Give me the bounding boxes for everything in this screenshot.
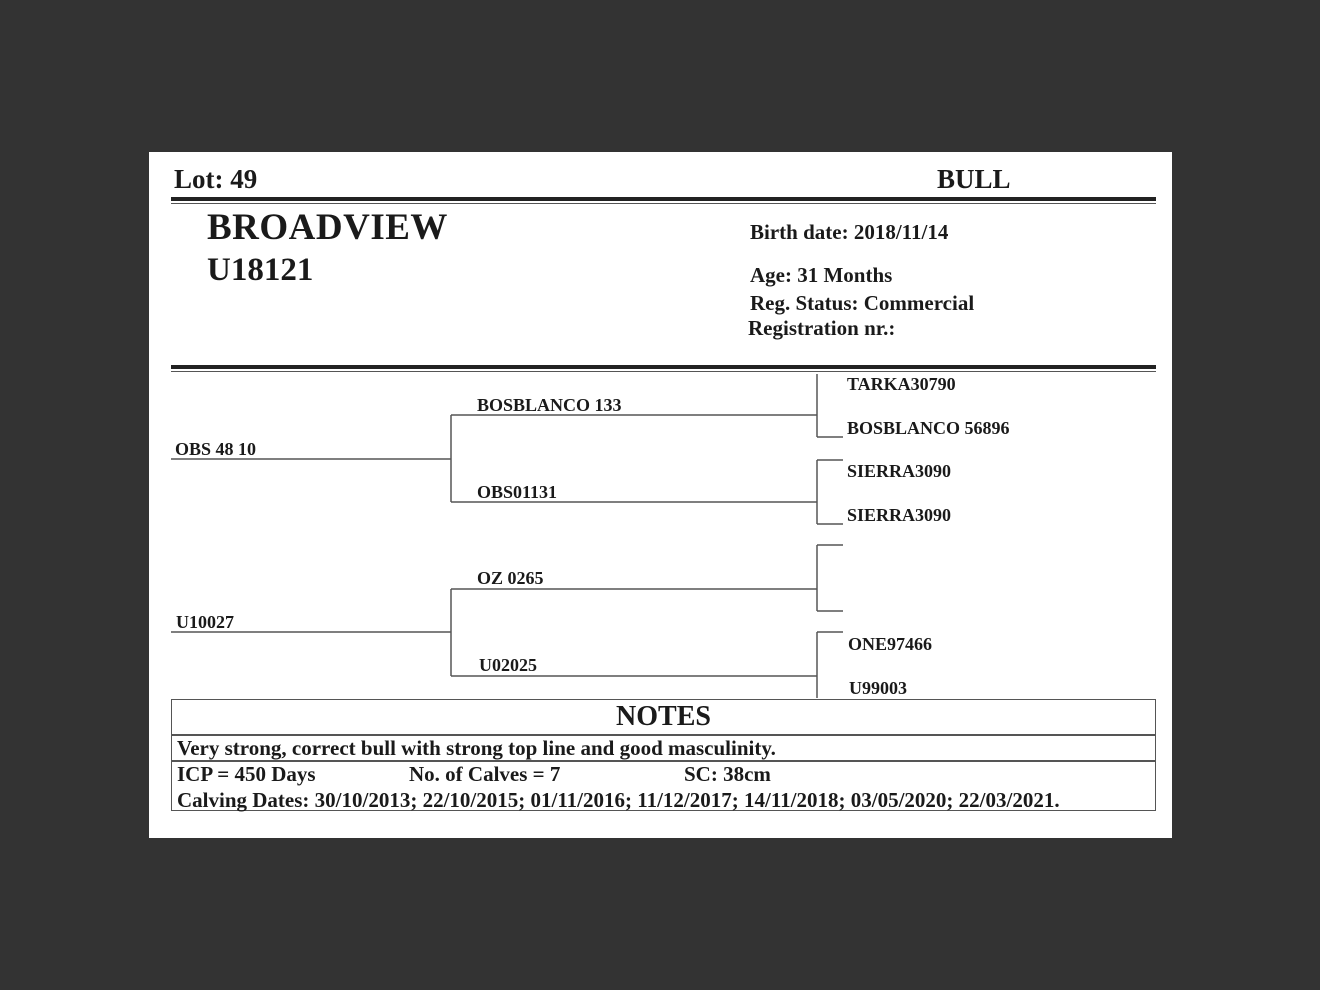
sire-dam-label: OBS01131 [477, 482, 558, 502]
notes-calves: No. of Calves = 7 [409, 762, 561, 786]
ggp-label-3: SIERRA3090 [847, 461, 952, 481]
pedigree-tree-lines [149, 152, 1172, 712]
notes-icp: ICP = 450 Days [177, 762, 316, 786]
dam-sire-label: OZ 0265 [477, 568, 544, 588]
reg-status: Reg. Status: Commercial [750, 291, 975, 315]
animal-id: U18121 [207, 252, 314, 288]
sire-label: OBS 48 10 [175, 439, 257, 459]
ggp-label-8: U99003 [849, 678, 907, 698]
animal-sex: BULL [937, 164, 1011, 194]
notes-description: Very strong, correct bull with strong top line and good masculinity. [177, 736, 776, 760]
lot-card [149, 152, 1172, 838]
animal-name: BROADVIEW [207, 207, 448, 248]
ggp-label-2: BOSBLANCO 56896 [847, 418, 1010, 438]
registration-number: Registration nr.: [748, 316, 896, 340]
notes-calving-dates: Calving Dates: 30/10/2013; 22/10/2015; 01/11/2016; 11/12/2017; 14/11/2018; 03/05/2020; 22/03/2021. [177, 788, 1060, 812]
dam-dam-label: U02025 [479, 655, 537, 675]
ggp-label-4: SIERRA3090 [847, 505, 952, 525]
ggp-label-1: TARKA30790 [847, 374, 956, 394]
notes-box [171, 699, 1156, 811]
notes-sc: SC: 38cm [684, 762, 771, 786]
age: Age: 31 Months [750, 263, 893, 287]
notes-title: NOTES [616, 701, 711, 732]
ggp-label-7: ONE97466 [848, 634, 933, 654]
notes-divider-2 [172, 760, 1155, 762]
dam-label: U10027 [176, 612, 234, 632]
sire-sire-label: BOSBLANCO 133 [477, 395, 622, 415]
lot-number: Lot: 49 [174, 164, 258, 194]
birth-date: Birth date: 2018/11/14 [750, 220, 949, 244]
